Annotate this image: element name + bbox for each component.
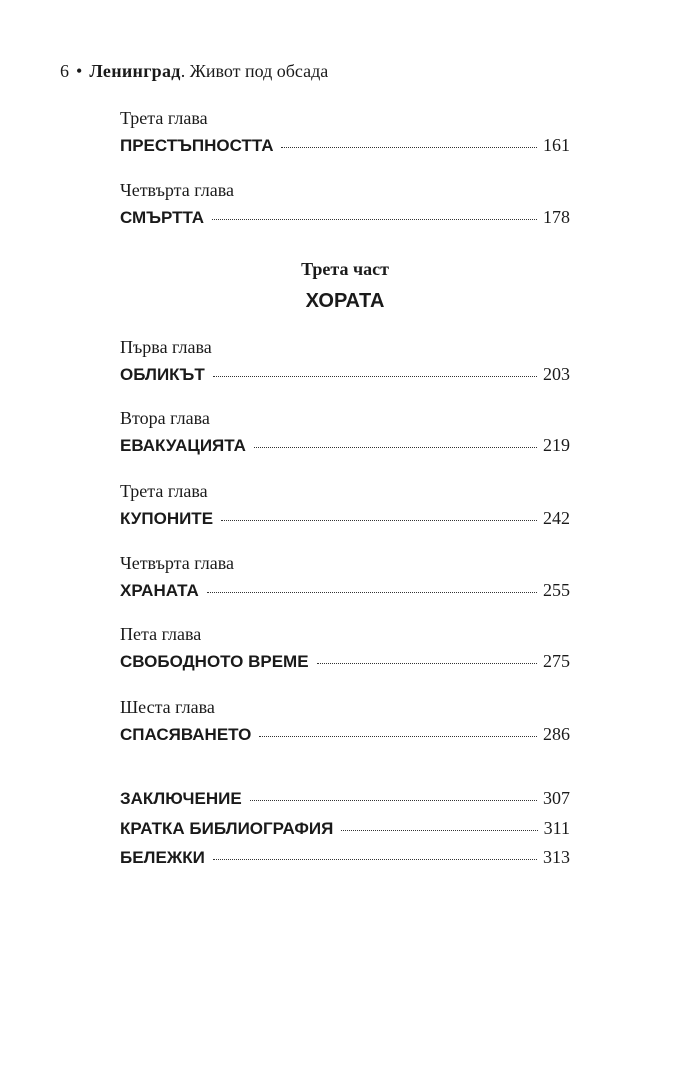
chapter-title: ЕВАКУАЦИЯТА <box>120 436 246 455</box>
page-ref: 219 <box>543 435 570 455</box>
toc-entry-coupons[interactable] <box>120 480 570 530</box>
toc-entry-leisure[interactable] <box>120 623 570 673</box>
toc-entry-death[interactable] <box>120 179 570 229</box>
dot-leader <box>259 736 537 737</box>
chapter-label: Пета глава <box>120 624 202 644</box>
page-ref: 311 <box>543 818 570 838</box>
section-title: ЗАКЛЮЧЕНИЕ <box>120 789 242 808</box>
dot-leader <box>341 830 537 831</box>
section-title: БЕЛЕЖКИ <box>120 848 205 867</box>
page-ref: 242 <box>543 508 570 528</box>
page-ref: 255 <box>543 580 570 600</box>
chapter-title: ХРАНАТА <box>120 581 199 600</box>
part-label: Трета част <box>301 259 389 279</box>
running-header <box>60 59 328 83</box>
dot-leader <box>212 219 537 220</box>
toc-entry-appearance[interactable] <box>120 336 570 386</box>
chapter-label: Шеста глава <box>120 697 215 717</box>
page-ref: 161 <box>543 135 570 155</box>
page-ref: 203 <box>543 364 570 384</box>
dot-leader <box>254 447 537 448</box>
toc-entry-rescue[interactable] <box>120 696 570 746</box>
dot-leader <box>207 592 537 593</box>
chapter-label: Трета глава <box>120 481 208 501</box>
chapter-label: Четвърта глава <box>120 553 234 573</box>
chapter-label: Втора глава <box>120 408 210 428</box>
page-number: 6 <box>60 61 69 81</box>
dot-leader <box>317 663 537 664</box>
chapter-title: ПРЕСТЪПНОСТТА <box>120 136 274 155</box>
chapter-title: СВОБОДНОТО ВРЕМЕ <box>120 652 309 671</box>
chapter-title: КУПОНИТЕ <box>120 509 214 528</box>
toc-entry-evacuation[interactable] <box>120 407 570 457</box>
toc-entry-crime[interactable] <box>120 107 570 157</box>
toc-entry-food[interactable] <box>120 552 570 602</box>
chapter-title: СПАСЯВАНЕТО <box>120 725 252 744</box>
chapter-title: ОБЛИКЪТ <box>120 365 205 384</box>
dot-leader <box>213 859 537 860</box>
toc-entry-conclusion[interactable] <box>120 786 570 810</box>
section-title: КРАТКА БИБЛИОГРАФИЯ <box>120 819 334 838</box>
page-ref: 275 <box>543 651 570 671</box>
toc-entry-notes[interactable] <box>120 845 570 869</box>
chapter-title: СМЪРТТА <box>120 208 205 227</box>
chapter-label: Първа глава <box>120 337 212 357</box>
book-subtitle: . Живот под обсада <box>180 61 329 81</box>
part-title: ХОРАТА <box>305 290 385 312</box>
dot-leader <box>250 800 537 801</box>
dot-leader <box>281 147 537 148</box>
dot-leader <box>213 376 537 377</box>
chapter-label: Трета глава <box>120 108 208 128</box>
dot-leader <box>221 520 537 521</box>
book-title: Ленинград <box>89 61 181 81</box>
page-ref: 307 <box>543 788 570 808</box>
page-ref: 313 <box>543 847 570 867</box>
header-separator: • <box>76 61 83 81</box>
page-ref: 286 <box>543 724 570 744</box>
page-ref: 178 <box>543 207 570 227</box>
chapter-label: Четвърта глава <box>120 180 234 200</box>
toc-entry-bibliography[interactable] <box>120 816 570 840</box>
